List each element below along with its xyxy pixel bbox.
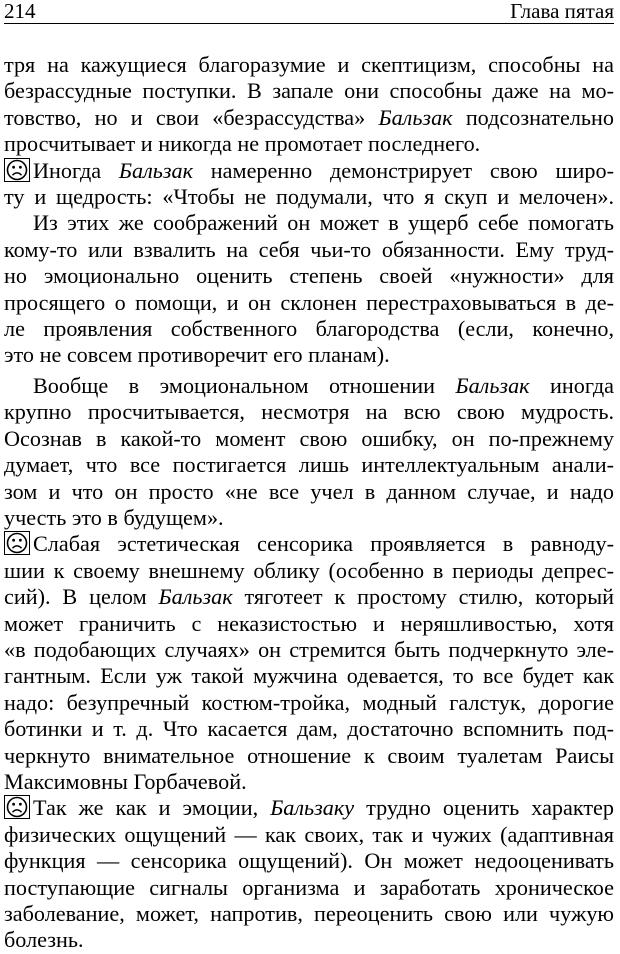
- text-line: Осознав в какой-то момент свою ошибку, он по-прежнему: [4, 425, 614, 451]
- text-line: зом и что он просто «не все учел в данном случае, и надо: [4, 478, 614, 504]
- text-line: безрассудные поступки. В запале они способны даже на мо-: [4, 78, 614, 104]
- text-line: ле проявления собственного благородства (если, конечно,: [4, 316, 614, 342]
- page-number: 214: [4, 0, 36, 23]
- text-line: поступающие сигналы организма и заработать хроническое: [4, 874, 614, 900]
- text-line: шии к своему внешнему облику (особенно в периоды депрес-: [4, 557, 614, 583]
- text-line: заболевание, может, напротив, переоценить свою или чужую: [4, 901, 614, 926]
- text-line: надо: безупречный костюм-тройка, модный галстук, дорогие: [4, 689, 614, 715]
- paragraph: [4, 52, 614, 158]
- page-header: [4, 0, 614, 25]
- text-line: крупно просчитывается, несмотря на всю свою мудрость.: [4, 399, 614, 425]
- text-line: просящего о помощи, и он склонен перестраховываться в де-: [4, 289, 614, 315]
- text-line: может граничить с неказистостью и неряшливостью, хотя: [4, 610, 614, 636]
- chapter-title: Глава пятая: [510, 0, 614, 23]
- text-line: тря на кажущиеся благоразумие и скептицизм, способны на: [4, 52, 614, 77]
- paragraph: [4, 373, 614, 531]
- text-line: Так же как и эмоции, Бальзаку трудно оценить характер: [4, 795, 614, 821]
- text-line: ботинки и т. д. Что касается дам, достаточно вспомнить под-: [4, 716, 614, 742]
- text-line: болезнь.: [4, 927, 84, 953]
- header-rule: [4, 23, 614, 24]
- text-line: Иногда Бальзак намеренно демонстрирует свою широ-: [4, 158, 614, 184]
- text-line: просчитывает и никогда не промотает последнего.: [4, 131, 481, 157]
- text-line: товство, но и свои «безрассудства» Бальзак подсознательно: [4, 104, 614, 130]
- text-line: Слабая эстетическая сенсорика проявляется в равноду-: [4, 531, 614, 557]
- paragraph: [4, 158, 614, 211]
- paragraph: [4, 531, 614, 795]
- text-line: учесть это в будущем».: [4, 504, 224, 530]
- paragraph: [4, 210, 614, 368]
- text-line: думает, что все постигается лишь интеллектуальным анали-: [4, 452, 614, 478]
- text-line: Из этих же соображений он может в ущерб себе помогать: [33, 210, 614, 236]
- frowning-face-icon: [4, 158, 30, 182]
- text-line: Вообще в эмоциональном отношении Бальзак иногда: [33, 372, 614, 398]
- text-line: ту и щедрость: «Чтобы не подумали, что я скуп и мелочен».: [4, 184, 614, 210]
- text-line: гантным. Если уж такой мужчина одевается, то все будет как: [4, 663, 614, 689]
- text-line: но эмоционально оценить степень своей «нужности» для: [4, 263, 614, 289]
- frowning-face-icon: [4, 531, 30, 555]
- frowning-face-icon: [4, 795, 30, 819]
- page-body: [4, 52, 614, 954]
- text-line: физических ощущений — как своих, так и чужих (адаптивная: [4, 821, 614, 847]
- text-line: кому-то или взвалить на себя чьи-то обязанности. Ему труд-: [4, 236, 614, 262]
- text-line: Максимовны Горбачевой.: [4, 768, 247, 794]
- text-line: сий). В целом Бальзак тяготеет к простому стилю, который: [4, 584, 614, 610]
- text-line: функция — сенсорика ощущений). Он может недооценивать: [4, 848, 614, 874]
- paragraph: [4, 795, 614, 953]
- text-line: «в подобающих случаях» он стремится быть подчеркнуто эле-: [4, 636, 614, 662]
- text-line: это не совсем противоречит его планам).: [4, 342, 390, 368]
- text-line: черкнуто внимательное отношение к своим туалетам Раисы: [4, 742, 614, 768]
